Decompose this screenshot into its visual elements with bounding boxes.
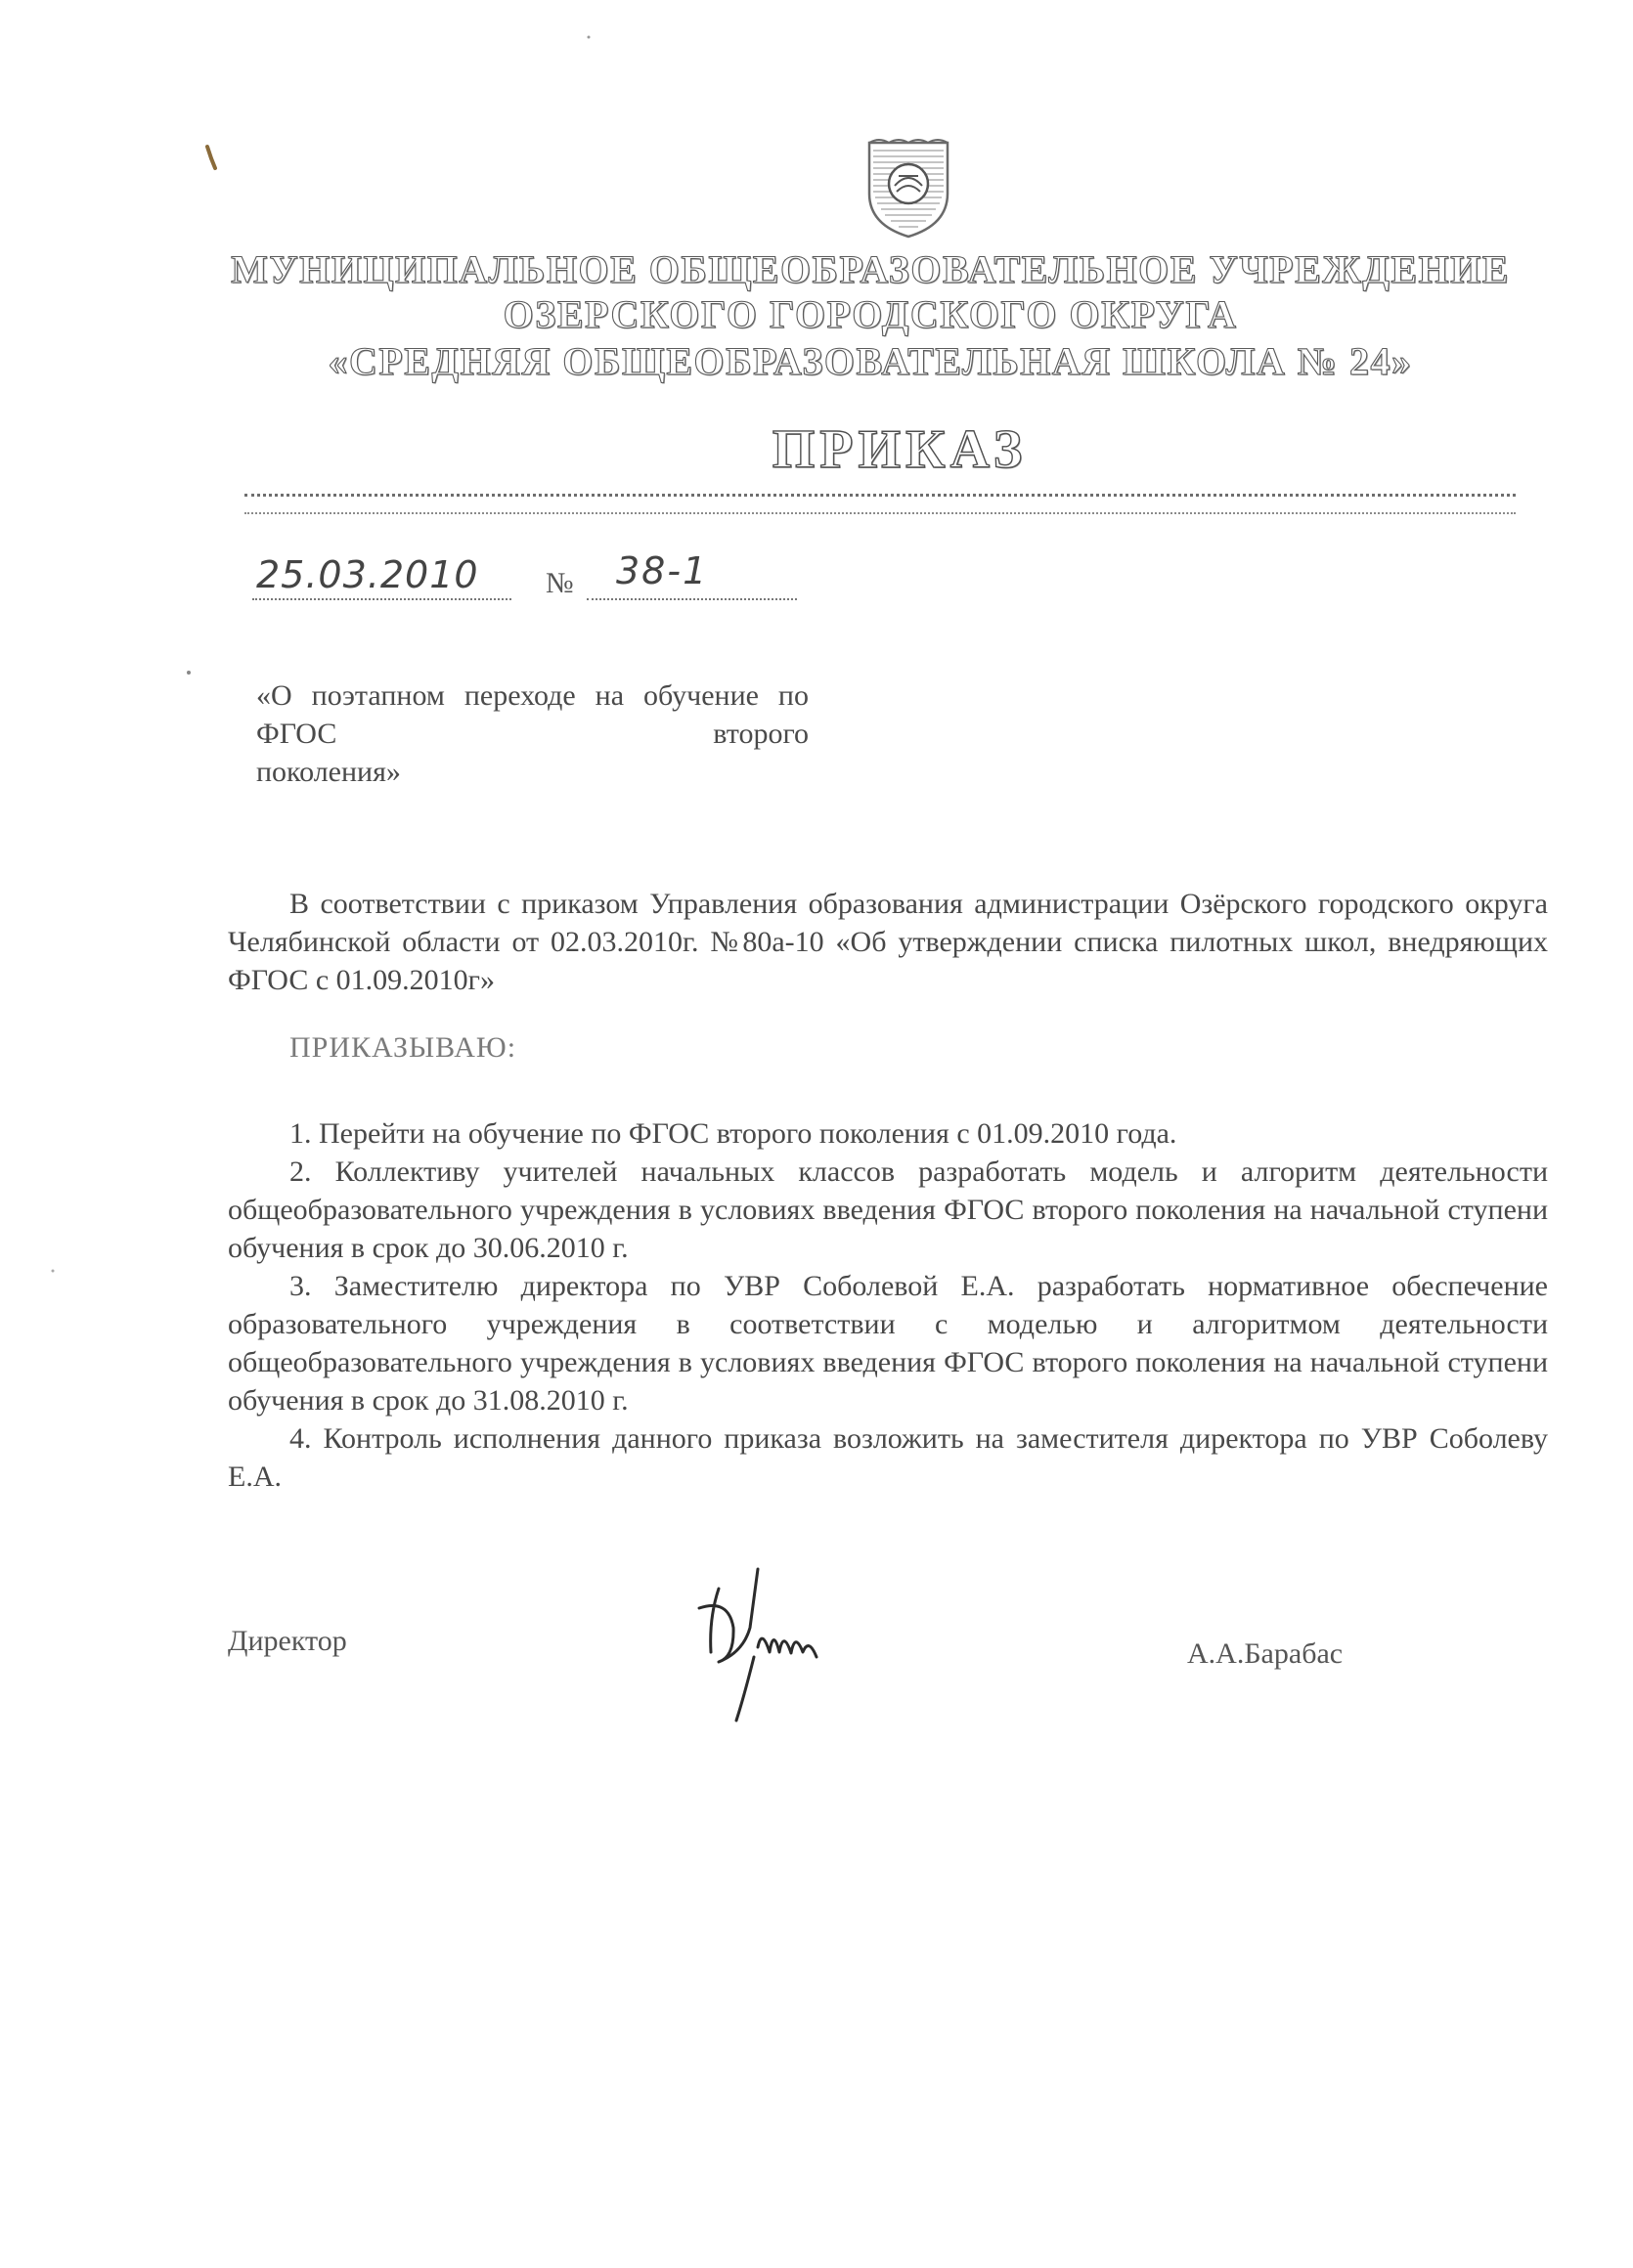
- header-divider-secondary: [244, 512, 1516, 514]
- order-item-1: 1. Перейти на обучение по ФГОС второго поколения с 01.09.2010 года.: [289, 1117, 1177, 1150]
- header-divider: [244, 494, 1516, 497]
- order-item-3: 3. Заместителю директора по УВР Соболевой Е.А. разработать нормативное обеспечение образовательного учреждения в соответствии с моделью и алгоритмом деятельности общеобразовательного учреждения в условиях введения ФГОС второго поколения на начальной ступени обучения в срок до 31.08.2010 г.: [228, 1270, 1548, 1417]
- subject-line-3: поколения»: [256, 756, 401, 788]
- organization-name-line-3: «СРЕДНЯЯ ОБЩЕОБРАЗОВАТЕЛЬНАЯ ШКОЛА № 24»: [328, 339, 1413, 383]
- number-underline: [587, 598, 797, 600]
- organization-name-line-1: МУНИЦИПАЛЬНОЕ ОБЩЕОБРАЗОВАТЕЛЬНОЕ УЧРЕЖДЕНИЕ: [231, 247, 1510, 291]
- organization-name-line-2: ОЗЕРСКОГО ГОРОДСКОГО ОКРУГА: [503, 292, 1238, 336]
- order-keyword: ПРИКАЗЫВАЮ:: [289, 1031, 517, 1064]
- order-item-2: 2. Коллективу учителей начальных классов разработать модель и алгоритм деятельности общеобразовательного учреждения в условиях введения ФГОС второго поколения на начальной ступени обучения в срок до 30.06.2010 г.: [228, 1156, 1548, 1264]
- coat-of-arms-icon: [865, 135, 951, 239]
- order-subject: [256, 676, 809, 791]
- subject-line-1: «О поэтапном переходе на: [256, 679, 625, 712]
- document-title: ПРИКАЗ: [772, 419, 1028, 480]
- signatory-position: Директор: [228, 1625, 347, 1657]
- preamble-paragraph: В соответствии с приказом Управления образования администрации Озёрского городского округа Челябинской области от 02.03.2010г. №80а-10 «Об утверждении списка пилотных школ, внедряющих ФГОС с 01.09.2010г»: [228, 888, 1548, 996]
- order-number: 38-1: [616, 549, 709, 592]
- signatory-name: А.А.Барабас: [1187, 1637, 1344, 1670]
- handwritten-signature: [689, 1559, 826, 1725]
- subject-line-2: обучение по ФГОС второго: [256, 679, 809, 750]
- order-date: 25.03.2010: [256, 553, 479, 596]
- number-sign: №: [546, 567, 574, 599]
- order-item-4: 4. Контроль исполнения данного приказа возложить на заместителя директора по УВР Соболеву Е.А.: [228, 1422, 1548, 1493]
- date-underline: [252, 598, 511, 600]
- order-items: [228, 1114, 1548, 1496]
